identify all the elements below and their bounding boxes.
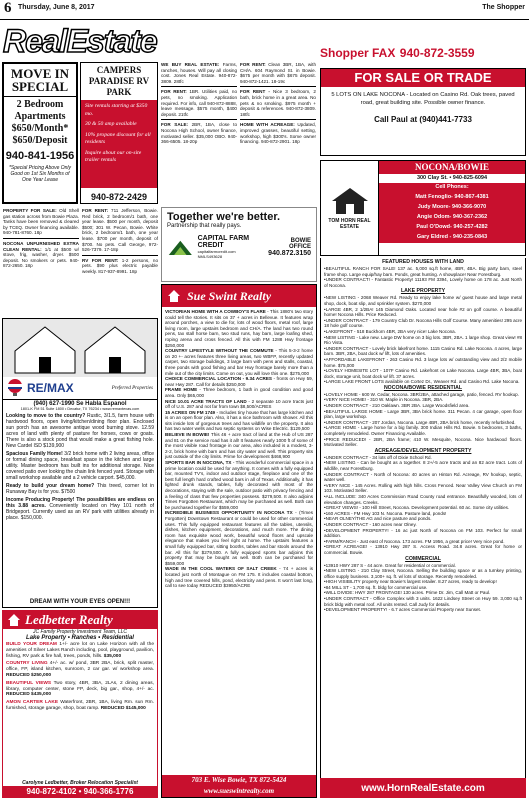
sue-swint-realty-ad	[161, 284, 317, 798]
forsale-call: Call Paul at (940)441-7733	[374, 115, 472, 124]
campers-feature: Inquire about our on-site trailer rentals	[85, 149, 142, 163]
issue-date: Thursday, June 8, 2017	[18, 4, 95, 11]
ledbetter-name: Ledbetter Realty	[25, 612, 113, 627]
horn-address: 300 Clay St. • 940-825-6094	[416, 175, 488, 181]
listing: •LAKEFRONT - 518 Buckhorn 4BR, 2BA very nice! Lake Nocona.	[324, 328, 456, 334]
classified-ad: RV FOR RENT: 1-2 persons, no pets. $90 plus electric payable weekly. 817-937-8991. 18p	[82, 257, 158, 274]
classified-ad: NOCONA UNFURNISHED EXTRA CLEAN RENTAL: 1/1 at $500 w/ stove, frig, washer, dryer. $500 deposit. No smokers or pets. 940-872-2650. 18p	[3, 240, 79, 269]
campers-feature: Site rentals starting at $350 mo.	[85, 103, 148, 117]
classified-ad: FOR RENT: Clean 3BR, 1BA, with CH/A. 604 Raymond St. in Bowie. $675 per month with $675 deposit. 940-872-1421. 18-19c	[240, 62, 316, 84]
remax-phone: (940) 627-1990 Se Habla Espanol	[33, 401, 127, 407]
movein-line2: Apartments	[14, 111, 66, 122]
capital-farm-credit-ad	[161, 207, 317, 282]
remax-tagline: DREAM WITH YOUR EYES OPEN!!!	[29, 599, 131, 605]
listing: Spacious Family Home! 3/2 brick home with 2 living areas, office or formal dining space, breakfast space in the kitchen and large utility. Master bedroom has built ins for additional storage. Nice covered patio over looking the chain link fenced yard. Storage with small workshop available and a 2 vehicle carport. $45,000.	[6, 451, 155, 481]
swint-name: Sue Swint Realty	[187, 288, 272, 303]
listing: COUNTRY LIFESTYLE WITHOUT THE COMMUTE - This 5-3-2 home on 20 +- acres features three living areas, two WBFP, recently updated carpet, two storage buildings, 3 large barn with pens and stalls, coastal, three ponds with good fishing and bar Hwy frontage barely more than a mile out of the city limits. Come on out, you will love this one. $275,000	[165, 348, 313, 376]
capital-phone: 940.872.3150	[268, 249, 311, 257]
listing: •UNDER CONTRACT - Lovely brick lakefront home. 1115 Casino Rd. Lake Nocona. 4 acres, large barn. 3BR, 2BA, boat dock w/ lift, lots of amenities.	[324, 345, 522, 357]
ledbetter-footer	[3, 780, 157, 797]
classified-ad: WE BUY REAL ESTATE: Farms, ranches, houses. Will pay all closing cost. Jones Real Estate. 940-872-3809. 28tfc	[161, 62, 237, 84]
listing: •BEAUTIFUL LARGE HOME - Large 3BR, 3BA brick home. 311 Pecan. 4 car garage, open floor plan, large workshop.	[324, 408, 522, 420]
horn-title: NOCONA/BOWIE	[379, 161, 525, 174]
agent-phone: Matt Fenoglio- 940-867-4381	[415, 194, 489, 200]
section-title: RealEstate	[3, 23, 157, 59]
ledbetter-phones: 940-872-4102 • 940-366-1776	[3, 786, 157, 797]
agent-phone: Gary Eldred - 940-235-0843	[416, 234, 488, 240]
listing: •UNDER CONTRACT - 179 Country Club Dr. Nocona Hills Golf Course. Many amenities! 295 acre 18 hole golf course.	[324, 317, 522, 329]
listing: COUNTRY LIVING 4+/- ac. w/ pond, 3BR 2BA, brick, split master, office, FP, island kitchen, sunroom, 2 car gar. w/ workshop area. REDUCED $250,000	[6, 661, 154, 678]
agent-phone: Paul O'Dowd- 940-257-4282	[416, 224, 488, 230]
ledbetter-sub: JC Family Property Investment Team, LLC	[32, 629, 127, 635]
move-in-special-ad	[2, 62, 78, 204]
listing: •LARGE HOME - Large home for a big family. 300 Indian Hills Rd. Bowie. 5 bedrooms, 3 baths, completely remodeled. Owner Financing Available.	[324, 425, 522, 437]
classified-column	[3, 208, 79, 314]
horn-realestate-ad	[320, 160, 526, 256]
house-illustration-icon	[5, 321, 155, 375]
listing: •UNDER CONTRACT - North of Nocona: 40 acres on Hinton Rd. Acreage, RV hookup, septic, water well.	[324, 471, 522, 483]
remax-header	[3, 377, 157, 400]
listing: •LARGE 4BR, 2 1/2BA! 145 Diamond Oaks. Located near hole #2 on golf course. A beautiful home! Nocona Hills. Price Reduced.	[324, 306, 522, 318]
listing: BELIEVE IN BOWIE! This 46 + acre tract of land at the Hub of US 287 and 81 on the service road has it all! It features nearly 1000 ft of some of the most visible road frontage in our area, also included is a modest, 3-2-2, brick home with barn and has city water and well. This property sits just outside of the city limits. Prime for development $468,900	[165, 432, 313, 460]
horn-cell-header: Cell Phones:	[379, 183, 525, 191]
forsale-body: 5 LOTS ON LAKE NOCONA - Located on Casino Rd. Oak trees, paved road, great building site. Possible owner finance.	[331, 92, 515, 106]
listing: CHOICE COMMERCIAL LOCATION - 9.34 ACRES - fronts on Hwy 59, near Hwy 287. Call for details $250,000	[165, 376, 313, 387]
listing: FRAME HOME - Three bedroom, 1 bath in good condition and good area. Only $65,000	[165, 387, 314, 398]
listing: •PRICE REDUCED! - 2BR, 2BA frame; 410 W. Mesquite, Nocona. Nice hardwood floors. Motivated Seller.	[324, 436, 522, 448]
paper-name: The Shopper	[482, 4, 525, 11]
classified-column	[82, 208, 158, 314]
classified-column	[240, 62, 316, 204]
swint-website[interactable]: www.sueswintrealty.com	[203, 787, 275, 795]
movein-line3: $650/Month*	[11, 123, 69, 134]
classified-column	[161, 62, 237, 204]
swint-address: 703 E. Wise Bowie, TX 872-5424	[191, 776, 287, 784]
listing: Looking to move to the country? Rustic, 3/1.5, farm house with hardwood floors, open living/kitchen/dining floor plan. Enclosed sun porch has an awesome antique wood burning stove. 12.59 acres of land with plenty of pasture for horses, cows or goats. There is also a stock pond that would make a great fishing hole. New Cardel ISD $139,900	[6, 413, 154, 449]
listing: INCREDIBLE BUSINESS OPPORTUNITY IN NOCONA TX - (Times Forgotten) Downtown Restaurant or could be used for other commercial uses. This fully equipped restaurant features all the tables, utensils, dishes, kitchen equipment, decorations, and much more. The dining room has exquisite wood work, beautiful wood floors and upscale elegance that makes you feel right at home. The upstairs features a small fully equipped bar, sitting booths, tables and bar stools around the bar. All this for $279,500. A fully equipped sports bar adjoins this property that may be bought as well. Both can be purchased for $559,000	[165, 510, 313, 566]
listing-section-header: LAKE PROPERTY	[400, 288, 446, 295]
horn-website-bar	[320, 778, 526, 798]
listing: •NEW LISTING - Can be bought as a together. 8 2+/-5 acre tracts and an 82 acre tract. Lots of wildlife, near Forestburg.	[324, 460, 522, 471]
classified-ad: FOR RENT - Nice 3 bedroom, 2 bath, brick home in a great area. No pets & no smoking. $975 month + deposit & references. 940-872-3809. 18tfc	[240, 89, 316, 117]
campers-features	[81, 100, 157, 188]
agent-phone: Judy Moore- 940-366-9070	[417, 204, 487, 210]
listing-section-header: ACREAGE/DEVELOPMENT PROPERTY	[374, 447, 472, 454]
capital-headline: Together we're better.	[167, 211, 281, 223]
capital-name: CAPITAL FARM CREDIT	[197, 235, 250, 249]
listing: •VERY NICE HOME! - 310 W. Maple in Nocona. 3BR, 2BA.	[324, 397, 444, 403]
listing: •NEAR OLNEY/THE AG and nice pasture and ponds.	[324, 516, 432, 522]
listing: •13910 HWY 287 S - 44 acre. Great for residential or commercial.	[324, 562, 456, 568]
listing: •NEW LISTING - 210 Clay Street, Nocona. Selling the building space or as a turnkey printing, office supply business. 3,100+ sq. ft. w/ lots of storage. Recently remodeled.	[324, 568, 522, 579]
listing: •DEVELOPMENT PROPERTY! - 16 ac just North of Nocona on FM 103. Perfect for small addition.	[324, 527, 522, 539]
capital-web: capitalfarmcredit.com	[197, 249, 236, 254]
forsale-title: FOR SALE OR TRADE	[321, 69, 525, 87]
classified-ad: PROPERTY FOR SALE: Old Shell gas station across from Bowie Plaza. Tanks have been removed & cleared by TCEQ. Owner financing available. 940-781-8760. 18p	[3, 208, 79, 236]
horn-logo-text: TOM HORN REAL ESTATE	[328, 218, 371, 230]
ledbetter-header	[3, 611, 157, 629]
featured-title: FEATURED HOUSES WITH LAND	[382, 259, 464, 265]
listing-section-header: COMMERCIAL	[405, 555, 441, 562]
listing: SPORTS BAR IN NOCONA, TX - This wonderful commercial space in a prime location could be used for anything. It comes with a fully equipped bar, mounted TV's, indoor and outdoor stage, fireplace and one of the best full length hard crafted wood bars in all of Texas. Additionally, it has lighted drunk stands, tables, fully decorated with most of the decorations, staying with the sale, outdoor patio with privacy fencing and a feeling of class that few properties possess. $279,500. It also adjoins Times Forgotten Restaurant, which may be purchased as well. Both can be purchased together for $559,000	[165, 460, 313, 510]
horn-listings	[320, 258, 526, 778]
listing: AMON CARTER LAKE Waterfront, 2BR, 1BA, living Rm. sun Rm. furnished, storage garage, shop, boat ramp. REDUCED $145,000	[6, 700, 154, 711]
remax-listings	[3, 411, 157, 523]
classified-ad: FOR SALE: 2BR, 1BA, close to Nocona High School, owner finance, motivated seller. $35,000 OBO. 940-366-6505. 18-20p	[161, 122, 237, 145]
remax-sub: Preferred Properties	[111, 385, 153, 391]
movein-line4: $650/Deposit	[12, 135, 68, 146]
horn-logo	[321, 161, 379, 255]
listing: •FARM/RANCH - Just east of Nocona. 173 acres. FM 1956, a great price! Very nice pond.	[324, 538, 505, 544]
movein-title: MOVE IN SPECIAL	[10, 66, 70, 94]
capital-office: BOWIE OFFICE	[289, 237, 311, 250]
capital-nmls: NMLS493628	[197, 254, 223, 259]
classified-ad: FOR RENT: 1BR. Utilities paid, no pets, no smoking. Application required. For info, call 940-872-8888, leave message. $575 month, $400 deposit. 21tfc	[161, 89, 237, 117]
classified-ad: HOME WITH ACREAGE: Updated, improved grasses, beautiful setting, workshop, high $300's. Some owner financing. 940-872-2901. 18p	[240, 122, 316, 145]
listing: •ALL INCLUDE: 340 Acres Commission Road County road entrance. Beautifully wooded, lots of elevation changes. Creeks.	[324, 493, 522, 505]
classified-ad: FOR RENT: 711 Jefferson, Bowie. Red brick, 2 bedroom/1 bath, one year lease. $500 per month, deposit $500; 301 W. Pecan, Bowie. White brick, 2 bedroom/1 bath, one year lease. $700 per month, deposit of $700. No pets. Call George, 972-526-7379. 17-18p	[82, 208, 158, 253]
listing: NICE 10.01 ACRE TRACTS OF LAND - 2 separate 10 acre tracts just off of U.S. 287 and not far from town $8,500/ACRES	[165, 398, 314, 410]
listing: •BEAUTIFUL RANCH FOR SALE! 137 ac. 5,000 sq.ft home, 4BR, 4BA. Big party barn, steel frame shop. Large equip/hay barn. Ponds, great hunting. A showplace! Near Forestburg.	[324, 266, 522, 277]
ledbetter-broker: Carolyne Ledbetter, Broker Relocation Specialist	[22, 780, 138, 786]
swint-listings	[162, 307, 316, 775]
horn-list	[324, 266, 522, 613]
fax-number: 940-872-3559	[399, 46, 475, 60]
shopper-fax-banner	[320, 44, 528, 66]
section-banner	[0, 22, 160, 60]
listing: •UNDER CONTRACT - 160 acres near Olney.	[324, 521, 417, 527]
listing: •DEVELOPMENT PROPERTY! - 6.7 acres Commercial Property near Sunset.	[324, 607, 482, 613]
listing: •LOVELY HOMESITE LOT - 107F Casino Rd. Lakefront on Lake Nocona. Large 4BR, 3BA, boat dock, storage unit, boat dock w/ lift. 37 acres.	[324, 368, 522, 379]
listing: WADE IN THE COOL WATERS OF SALT CREEK - 74 + acres is located just north of Montague on FM 175. It includes coastal bottom, high and tree covered hills, pond, electricity and pens. It won't last long, call to see today REDUCED $3950/ACRE	[165, 566, 313, 589]
listing: •UNDER CONTRACT - 210 Oaklawn. 3BR 2BA. Large Woodsfield area.	[324, 403, 470, 409]
movein-line1: 2 Bedroom	[16, 99, 64, 110]
listing: •84 MILL ST - 1,700 sq. ft. bldg for commercial use.	[324, 584, 428, 590]
campers-feature: 30 & 50 amp available	[85, 121, 137, 127]
remax-address: 1801-K FM 51 Suite 1800 • Decatur, TX 76234 • www.remaxtexas.com	[20, 407, 140, 411]
listing: •UNDER CONTRACT! - Fantastic Property! 11193 FM 3394, Lovely home on 178 ac. Just North of Nocona.	[324, 277, 522, 288]
capital-logo-icon	[167, 236, 194, 258]
remax-ad	[2, 318, 158, 608]
swint-footer	[162, 775, 316, 797]
listing: •VERY NICE - 145 Acres. Rolling with high hills. Cross Fenced. Near Valley View Church on FM 103. Motivated Seller.	[324, 482, 522, 494]
agent-phone: Angie Odom- 940-367-2362	[416, 214, 488, 220]
house-icon	[7, 613, 21, 627]
fax-label: Shopper FAX	[320, 46, 396, 60]
capital-subhead: Partnership that really pays.	[167, 223, 242, 229]
listing: VICTORIAN HOME WITH A COWBOY'S FLARE - This 1880's two story could tell the stories. It sits on 37 + acres in Bellevue. It features wrap around porches, a view to die for, lots of wood floors, metal roof, large living room, large upstairs bedroom and CH/A. The land has two round pens, tax stall horse barn, two stud runs, hay barn, large loafing shed, roping arena and cross fenced. All this with FM 1288 Hwy frontage $250,000	[165, 309, 313, 348]
listing: •AFFORDABLE LAKEFRONT - 263 Casino Rd. 3 large lots w/ outstanding view and 2/2 mobile home. $75,000	[324, 356, 522, 368]
campers-name: CAMPERS PARADISE RV PARK	[88, 65, 150, 97]
listing: •UNDER CONTRACT - Office Complex with 3 units. 1622 Lindsey Street on Hwy 59. 3,000 sq.ft brick bldg with metal roof. All units rented. Call Judy for details.	[324, 596, 522, 607]
listing-section-header: NOCONA/BOWIE RESIDENTIAL	[383, 384, 463, 391]
remax-name: RE/MAX	[27, 381, 74, 395]
listing: •LARGE LAKE FRONT LOTS available on Cortez Dr., Weaver Rd. and Casino Rd. Lake Nocona.	[324, 379, 520, 385]
horn-website[interactable]: www.HornRealEstate.com	[361, 783, 485, 794]
ledbetter-tagline: Lake Property • Ranches • Residential	[26, 635, 134, 641]
page-header	[0, 0, 529, 20]
campers-phone: 940-872-2429	[90, 192, 148, 202]
listing: •NEW LISTING - 2068 Weaver Rd. Ready to enjoy lake home w/ guest house and large metal shop, dock, boat slip, and sprinkler system. $270,000	[324, 295, 522, 306]
movein-phone: 940-841-1956	[5, 150, 75, 162]
listing: •WILL DIVIDE: HWY 287 FRONTAGE! 130 acres. Prime Dr. Jim, Call Matt or Paul.	[324, 590, 491, 596]
listing: •NEW LISTING - Lake new. Large DW home on 3 big lots. 3BR, 2BA. 1 large shop. Great view! #8 Rio Vista.	[324, 334, 522, 346]
page-number: 6	[4, 0, 12, 16]
swint-header	[162, 285, 316, 307]
listing: •HIGH VISIBILITY property near Bowie's largest retailer. 8.27 acres, ready to develop!	[324, 579, 497, 585]
listing: •LOVELY HOME - 600 W. Cedar, Nocona. 3BR/2BA, attached garage, patio, fenced. RV hookup.	[324, 391, 519, 397]
listing: •GREAT VIEWS! - 100 Hill Street, Nocona. Development potential. 60 ac. Some city utilities.	[324, 505, 510, 511]
listing: •GREAT ACREAGE! - 13910 Hwy 287 S. Access Road. 34.8 acres. Great for home or commercial. Bowie.	[324, 544, 522, 555]
for-sale-trade-ad	[320, 68, 526, 156]
listing: •UNDER CONTRACT - 34 lots off of Dixie School Rd.	[324, 454, 432, 460]
campers-feature: 10% propane discount for all residents	[85, 131, 151, 145]
listing: 15 ACRES ON FM 1749 - Includes tiny house that has large kitchen and is on an open floor plan. Also, it has a nice bathroom with shower. All this sits inside lots of gorgeous trees and has wildlife on the property. It also has two water wells and two septic systems on Wise Electric. $129,500	[165, 409, 313, 432]
home-icon	[167, 289, 181, 303]
listing: BUILD YOUR DREAM 1+/- acre lot on Lake Horizon with all the amenities of Silver Lakes Ranch including, pool, playground, pavilion, fishing, RV park & fire hall, trees, ponds, hills. $35,000	[6, 642, 154, 659]
listing: Ready to build your dream home? This treed, corner lot in Runaway Bay is for you. $7500	[6, 483, 154, 495]
movein-note: *Special Pricing Above Only Good on 1st Six Months of One Year Lease	[8, 165, 72, 183]
listing: •UNDER CONTRACT - 207 Jordan, Nocona. Large 4BR, 2BA brick home, recently refurbished.	[324, 419, 516, 425]
ledbetter-listings	[3, 642, 157, 712]
listing: Income Producing Property! The possibilities are endless on this 3.88 acres. Conveniently located on Hwy 101 north of Bridgeport. Currently used as an RV park with utilities already in place. $150,000.	[6, 497, 155, 521]
home-sweet-home-graphic	[3, 319, 157, 377]
listing: •160 ACRES - FM Hwy 103 N. Nocona. Pasture land, ponds!	[324, 510, 447, 516]
campers-paradise-ad	[80, 62, 158, 204]
horn-agents	[379, 191, 525, 243]
balloon-icon	[7, 379, 23, 397]
ledbetter-realty-ad	[2, 610, 158, 798]
house-logo-icon	[330, 186, 370, 216]
listing: BEAUTIFUL VIEWS Two story, 4BR, 3BA, 2LAs, 2 dining areas, library, computer center, stone FP, deck, big gar., shop, 4+/- ac. REDUCED $435,000	[6, 680, 154, 698]
